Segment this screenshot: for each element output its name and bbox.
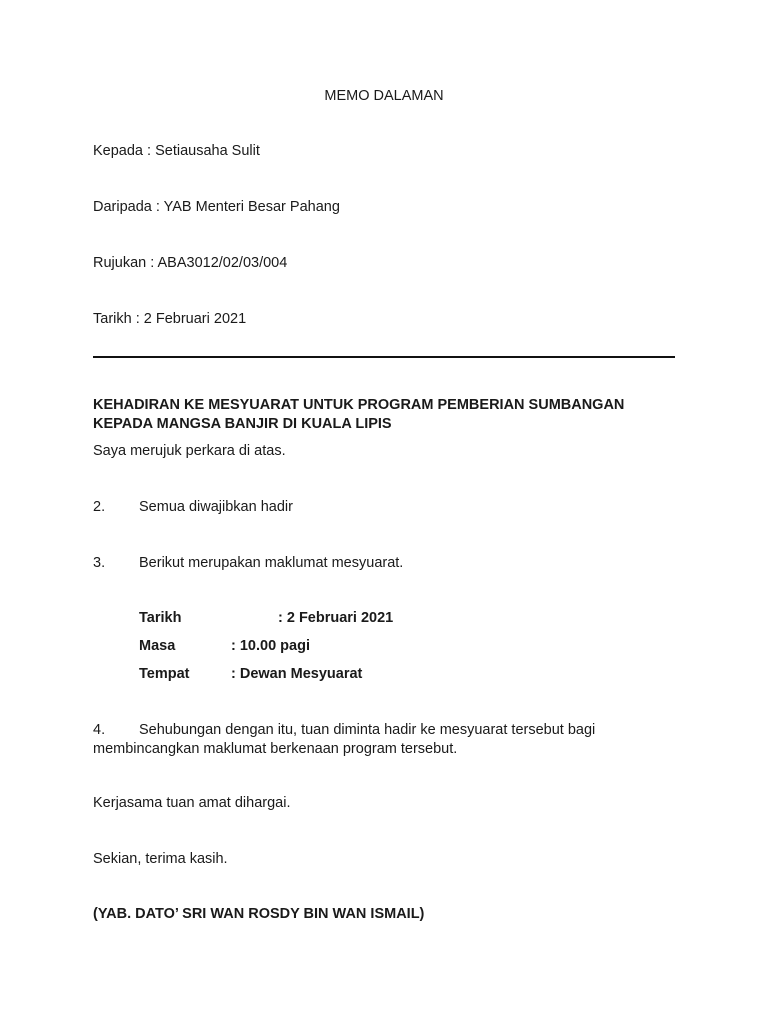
paragraph-5: Kerjasama tuan amat dihargai. [93,795,291,811]
paragraph-4 [93,721,653,759]
meeting-place-label: Tempat [139,666,190,682]
memo-subject: KEHADIRAN KE MESYUARAT UNTUK PROGRAM PEMBERIAN SUMBANGAN KEPADA MANGSA BANJIR DI KUALA LIPIS [93,397,625,432]
memo-title: MEMO DALAMAN [324,88,444,104]
meeting-date-value: : 2 Februari 2021 [278,610,394,626]
paragraph-3: Berikut merupakan maklumat mesyuarat. [139,555,404,571]
meeting-date-label: Tarikh [139,610,182,626]
tarikh-line: Tarikh : 2 Februari 2021 [93,311,247,327]
paragraph-4-text: Sehubungan dengan itu, tuan diminta hadir ke mesyuarat tersebut bagi membincangkan maklumat berkenaan program tersebut. [93,722,596,757]
header-divider [93,356,675,358]
rujukan-line: Rujukan : ABA3012/02/03/004 [93,255,288,271]
meeting-place-value: : Dewan Mesyuarat [231,666,363,682]
paragraph-1: Saya merujuk perkara di atas. [93,443,286,459]
paragraph-6: Sekian, terima kasih. [93,851,228,867]
daripada-line: Daripada : YAB Menteri Besar Pahang [93,199,340,215]
kepada-line: Kepada : Setiausaha Sulit [93,143,260,159]
meeting-time-value: : 10.00 pagi [231,638,310,654]
paragraph-3-number: 3. [93,555,106,571]
meeting-time-label: Masa [139,638,176,654]
paragraph-2: Semua diwajibkan hadir [139,499,293,515]
signature-name: (YAB. DATO’ SRI WAN ROSDY BIN WAN ISMAIL) [93,906,425,922]
paragraph-4-number: 4. [93,722,106,738]
paragraph-2-number: 2. [93,499,106,515]
